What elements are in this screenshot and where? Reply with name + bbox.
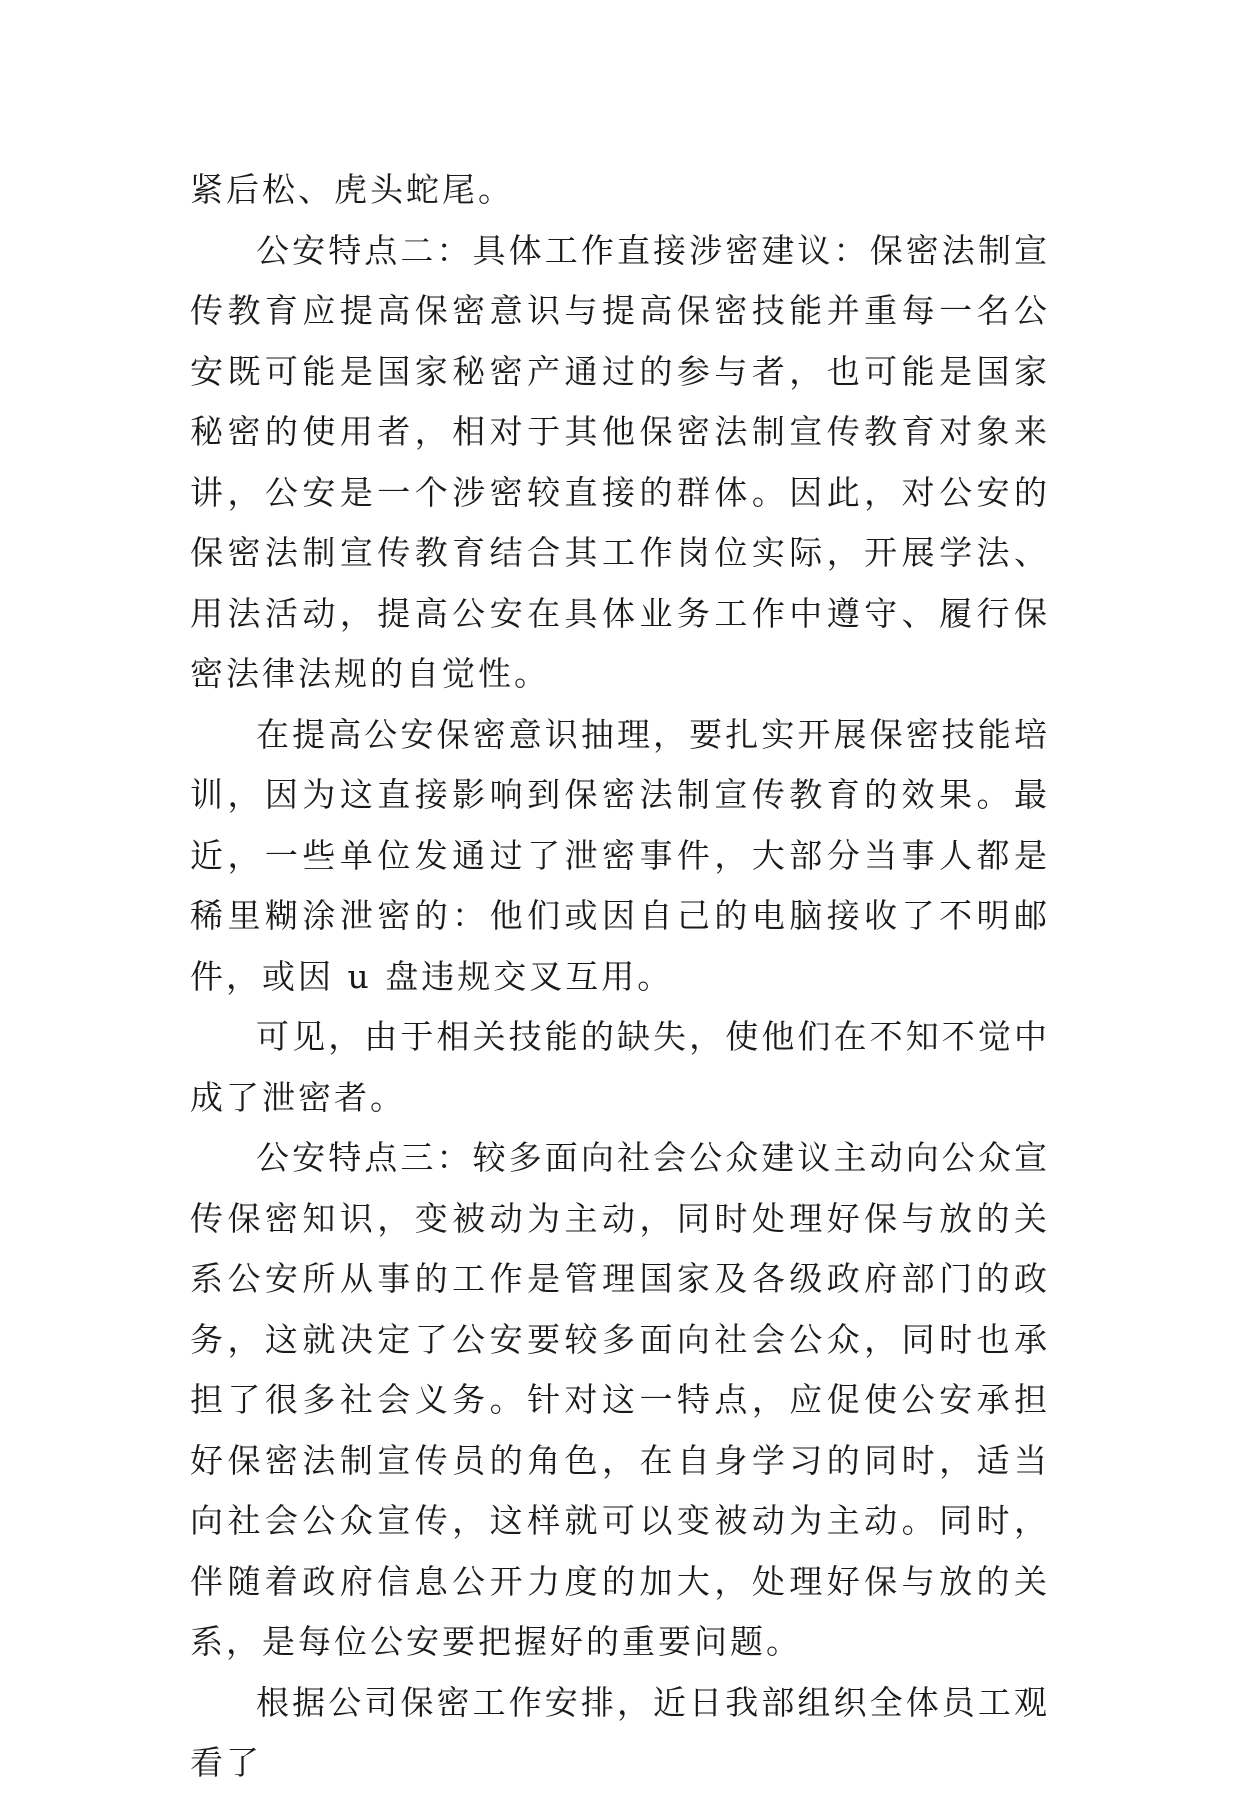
document-body bbox=[190, 160, 1050, 1794]
paragraph-4: 可见，由于相关技能的缺失，使他们在不知不觉中成了泄密者。 bbox=[190, 1017, 1050, 1117]
paragraph-3: 在提高公安保密意识抽理，要扎实开展保密技能培训，因为这直接影响到保密法制宣传教育的效果。最近，一些单位发通过了泄密事件，大部分当事人都是稀里糊涂泄密的：他们或因自己的电脑接收了不明邮件，或因 u 盘违规交叉互用。 bbox=[190, 714, 1050, 996]
paragraph-6: 根据公司保密工作安排，近日我部组织全体员工观看了 bbox=[190, 1682, 1050, 1782]
paragraph-2: 公安特点二：具体工作直接涉密建议：保密法制宣传教育应提高保密意识与提高保密技能并重每一名公安既可能是国家秘密产通过的参与者，也可能是国家秘密的使用者，相对于其他保密法制宣传教育对象来讲，公安是一个涉密较直接的群体。因此，对公安的保密法制宣传教育结合其工作岗位实际，开展学法、用法活动，提高公安在具体业务工作中遵守、履行保密法律法规的自觉性。 bbox=[190, 230, 1050, 693]
paragraph-5: 公安特点三：较多面向社会公众建议主动向公众宣传保密知识，变被动为主动，同时处理好保与放的关系公安所从事的工作是管理国家及各级政府部门的政务，这就决定了公安要较多面向社会公众，同时也承担了很多社会义务。针对这一特点，应促使公安承担好保密法制宣传员的角色，在自身学习的同时，适当向社会公众宣传，这样就可以变被动为主动。同时，伴随着政府信息公开力度的加大，处理好保与放的关系，是每位公安要把握好的重要问题。 bbox=[190, 1138, 1050, 1661]
paragraph-1: 紧后松、虎头蛇尾。 bbox=[190, 170, 514, 209]
